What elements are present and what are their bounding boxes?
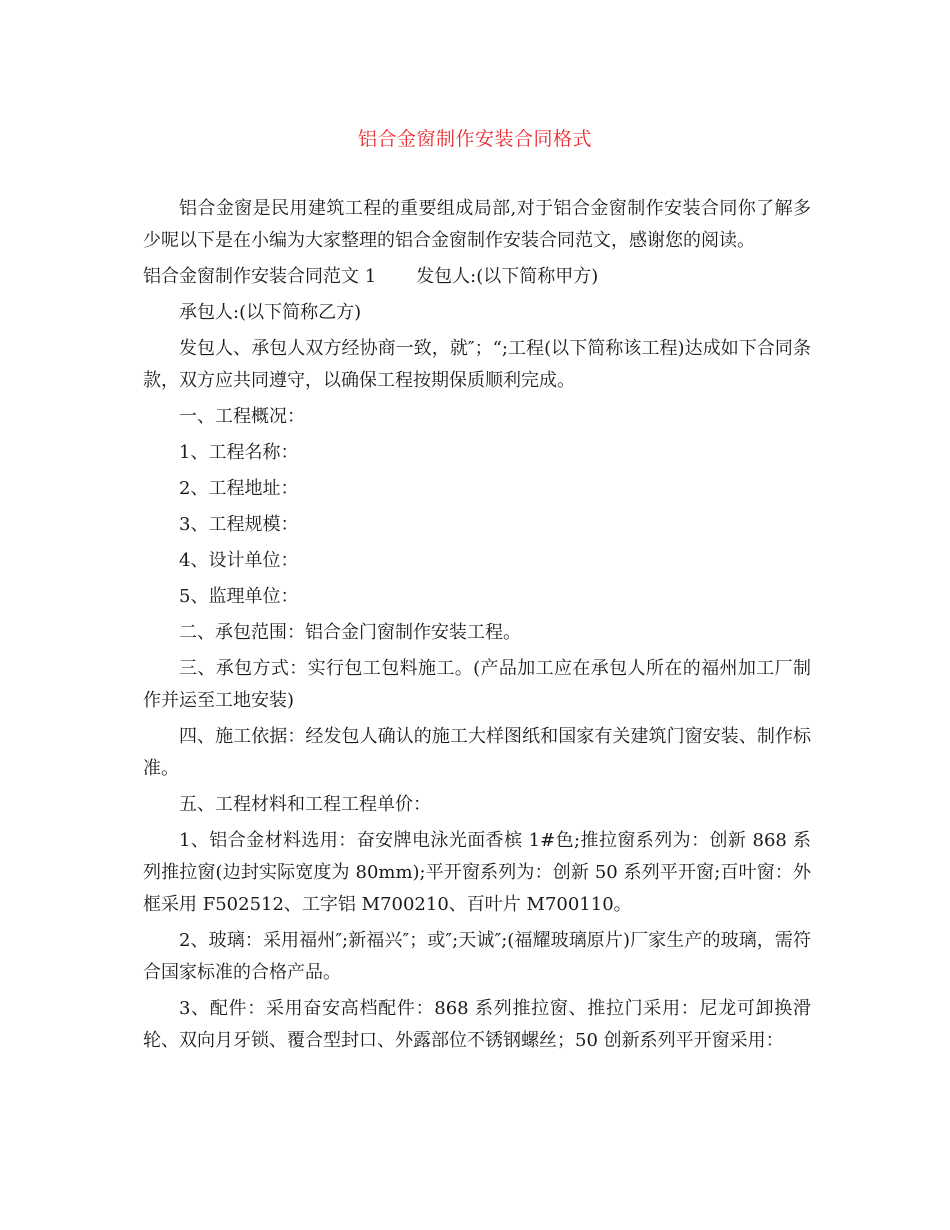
intro-paragraph: 铝合金窗是民用建筑工程的重要组成局部,对于铝合金窗制作安装合同你了解多少呢以下是在小编为大家整理的铝合金窗制作安装合同范文，感谢您的阅读。 [143,198,811,251]
party-b-line: 承包人:(以下简称乙方) [179,302,362,323]
section-materials-pricing: 五、工程材料和工程工程单价： [179,794,431,815]
section-scope: 二、承包范围：铝合金门窗制作安装工程。 [179,622,521,643]
section-construction-basis: 四、施工依据：经发包人确认的施工大样图纸和国家有关建筑门窗安装、制作标准。 [143,726,811,779]
item-supervision-unit: 5、监理单位： [179,586,299,607]
section-heading-overview: 一、工程概况： [179,406,305,427]
item-hardware: 3、配件：采用奋安高档配件：868 系列推拉窗、推拉门采用：尼龙可卸换滑轮、双向月牙锁、覆合型封口、外露部位不锈钢螺丝；50 创新系列平开窗采用： [143,998,811,1051]
item-project-name: 1、工程名称： [179,442,299,463]
document-title: 铝合金窗制作安装合同格式 [357,128,592,150]
agreement-paragraph: 发包人、承包人双方经协商一致，就″；“;工程(以下简称该工程)达成如下合同条款，双方应共同遵守，以确保工程按期保质顺利完成。 [143,338,811,391]
party-a-line: 发包人:(以下简称甲方) [416,266,599,287]
item-glass: 2、玻璃：采用福州″;新福兴″；或″;天诚″;(福耀玻璃原片)厂家生产的玻璃，需符合国家标准的合格产品。 [143,930,811,983]
section-contract-method: 三、承包方式：实行包工包料施工。(产品加工应在承包人所在的福州加工厂制作并运至工地安装) [143,658,811,711]
item-project-scale: 3、工程规模： [179,514,299,535]
item-project-address: 2、工程地址： [179,478,299,499]
item-aluminum-material: 1、铝合金材料选用：奋安牌电泳光面香槟 1#色;推拉窗系列为：创新 868 系列推拉窗(边封实际宽度为 80mm);平开窗系列为：创新 50 系列平开窗;百叶窗：外框采用 F502512、工字铝 M700210、百叶片 M700110。 [143,830,811,915]
sample-heading-line [143,261,811,293]
sample-title: 铝合金窗制作安装合同范文 1 [143,266,377,287]
item-design-unit: 4、设计单位： [179,550,299,571]
document-body [143,193,811,1061]
